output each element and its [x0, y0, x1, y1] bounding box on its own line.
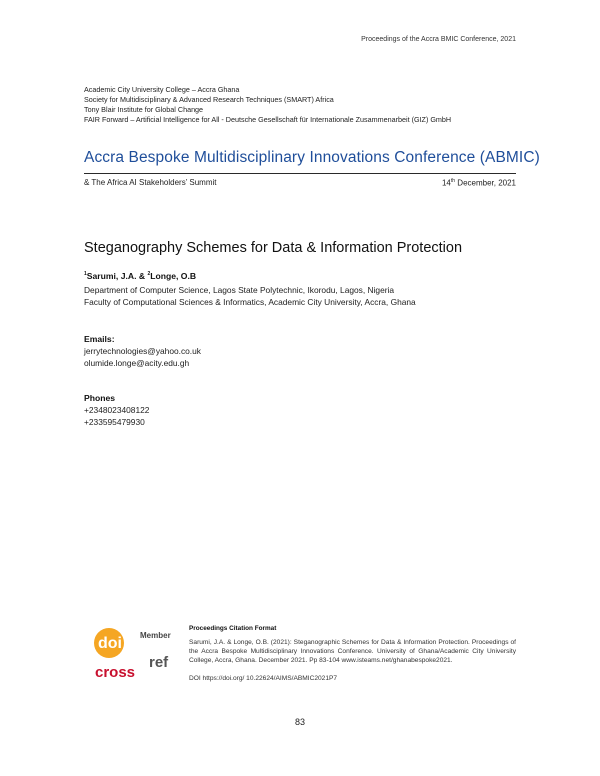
author-name: Longe, O.B [150, 271, 197, 281]
affiliation-line: Department of Computer Science, Lagos State Polytechnic, Ikorodu, Lagos, Nigeria [84, 285, 395, 295]
crossref-member-logo [93, 623, 179, 683]
organization-line: Academic City University College – Accra Ghana [84, 85, 240, 94]
affiliation-line: Faculty of Computational Sciences & Informatics, Academic City University, Accra, Ghana [84, 297, 416, 307]
paper-title: Steganography Schemes for Data & Information Protection [84, 240, 463, 256]
running-header: Proceedings of the Accra BMIC Conference, 2021 [361, 36, 516, 43]
email-line: jerrytechnologies@yahoo.co.uk [84, 346, 201, 356]
summit-subtitle: & The Africa AI Stakeholders’ Summit [84, 178, 217, 187]
logo-cross-text: cross [95, 664, 136, 681]
affiliations [84, 284, 416, 308]
date-rest: December, 2021 [455, 178, 516, 188]
organization-line: Society for Multidisciplinary & Advanced Research Techniques (SMART) Africa [84, 95, 334, 104]
organization-line: FAIR Forward – Artificial Intelligence for All - Deutsche Gesellschaft für Internationale Zusammenarbeit (GIZ) GmbH [84, 115, 452, 124]
page-number: 83 [294, 717, 305, 727]
date-suffix: th [450, 178, 456, 184]
phones-list [84, 405, 149, 428]
citation-doi: DOI https://doi.org/ 10.22624/AIMS/ABMIC2021P7 [189, 675, 338, 682]
conference-title: Accra Bespoke Multidisciplinary Innovations Conference (ABMIC) [84, 149, 540, 166]
author-name: Sarumi, J.A. & [86, 271, 148, 281]
conference-date [442, 178, 516, 188]
logo-member-text: Member [140, 631, 171, 640]
logo-ref-text: ref [149, 654, 169, 671]
authors-line [84, 271, 196, 281]
author-mark: 1 [84, 271, 87, 278]
citation-heading: Proceedings Citation Format [189, 625, 277, 632]
logo-doi-text: doi [98, 635, 122, 652]
phone-line: +2348023408122 [84, 405, 150, 415]
organizations-list [84, 85, 451, 125]
citation-text: Sarumi, J.A. & Longe, O.B. (2021): Steganographic Schemes for Data & Information Protection. Proceedings of the Accra Bespoke Multidisciplinary Innovations Conference. University of Ghana/Academic City University College, Accra, Ghana. December 2021. Pp 83-104 www.isteams.net/ghanabespoke2021. [189, 639, 516, 664]
phones-label: Phones [84, 393, 116, 403]
emails-list [84, 346, 201, 369]
emails-label: Emails: [84, 334, 115, 344]
organization-line: Tony Blair Institute for Global Change [84, 105, 204, 114]
title-rule [84, 173, 516, 174]
date-day: 14 [441, 178, 451, 188]
email-line: olumide.longe@acity.edu.gh [84, 357, 190, 368]
author-mark: 2 [147, 271, 151, 278]
phone-line: +233595479930 [84, 416, 145, 427]
